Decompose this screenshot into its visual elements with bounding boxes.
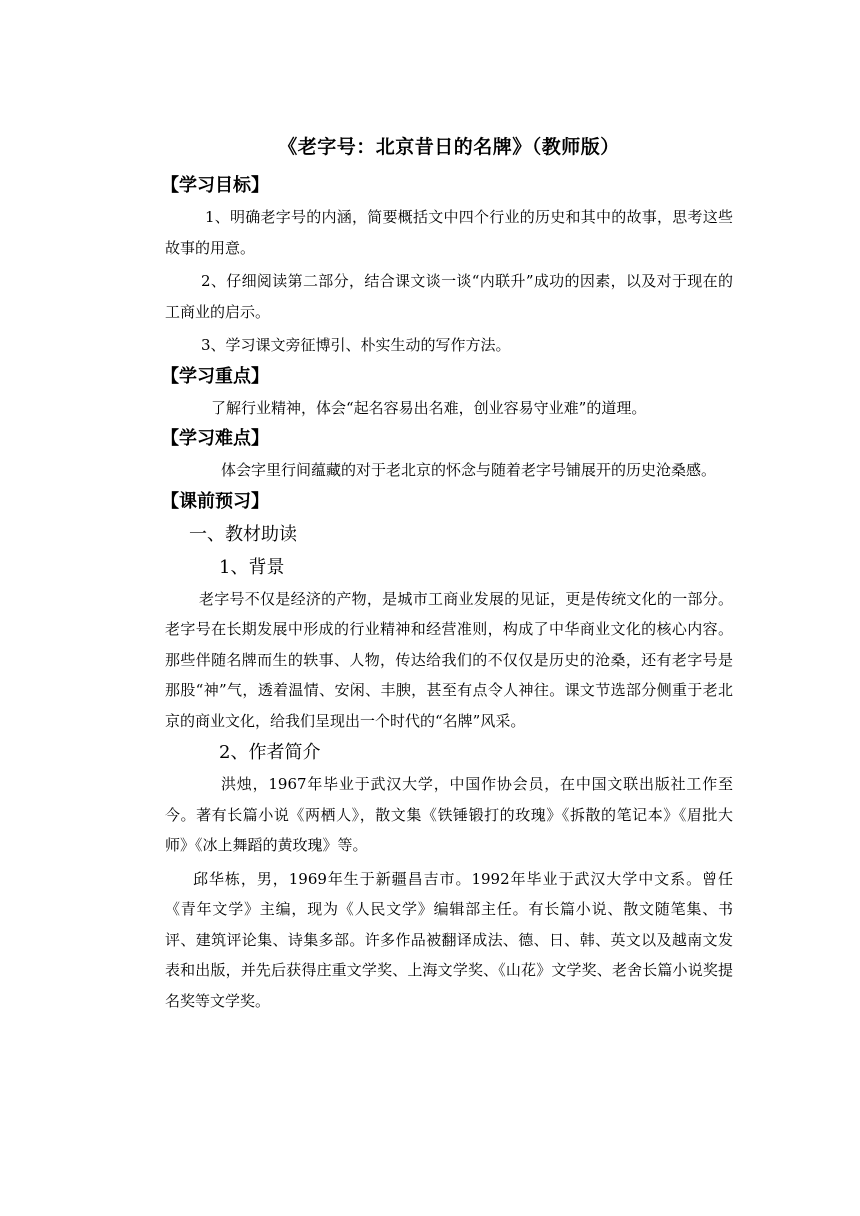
author-hongzhu-text: 洪烛，1967年毕业于武汉大学，中国作协会员，在中国文联出版社工作至今。著有长篇小说《两栖人》，散文集《铁锤锻打的玫瑰》《拆散的笔记本》《眉批大师》《冰上舞蹈的黄玫瑰》等。 [165,775,733,854]
author-intro-heading: 2、作者简介 [219,742,321,763]
objective-item-1: 1、明确老字号的内涵，简要概括文中四个行业的历史和其中的故事，思考这些故事的用意。 [165,208,733,257]
preview-section [161,486,733,1017]
objective-item-3: 3、学习课文旁征博引、朴实生动的写作方法。 [201,336,511,354]
background-heading: 1、背景 [219,556,285,578]
background-text: 老字号不仅是经济的产物，是城市工商业发展的见证，更是传统文化的一部分。老字号在长期发展中形成的行业精神和经营准则，构成了中华商业文化的核心内容。那些伴随名牌而生的轶事、人物，传达给我们的不仅仅是历史的沧桑，还有老字号是那股“神”气，透着温情、安闲、丰腴，甚至有点令人神往。课文节选部分侧重于老北京的商业文化，给我们呈现出一个时代的“名牌”风采。 [165,589,733,730]
document-page [161,130,733,1016]
difficulties-heading: 【学习难点】 [161,428,269,449]
key-points-heading: 【学习重点】 [161,365,269,387]
objectives-heading: 【学习目标】 [161,175,269,196]
author-qiuhuadong-text: 邱华栋，男，1969年生于新疆昌吉市。1992年毕业于武汉大学中文系。曾任《青年文学》主编，现为《人民文学》编辑部主任。有长篇小说、散文随笔集、书评、建筑评论集、诗集多部。许多作品被翻译成法、德、日、韩、英文以及越南文发表和出版，并先后获得庄重文学奖、上海文学奖、《山花》文学奖、老舍长篇小说奖提名奖等文学奖。 [165,869,733,1010]
objective-item-2: 2、仔细阅读第二部分，结合课文谈一谈“内联升”成功的因素，以及对于现在的工商业的启示。 [165,272,733,321]
preview-heading: 【课前预习】 [161,490,269,512]
difficulties-text: 体会字里行间蕴藏的对于老北京的怀念与随着老字号铺展开的历史沧桑感。 [221,461,717,479]
document-title: 《老字号：北京昔日的名牌》（教师版） [278,136,620,158]
key-points-text: 了解行业精神，体会“起名容易出名难，创业容易守业难”的道理。 [211,398,647,417]
key-points-section [161,361,733,424]
textbook-guide-heading: 一、教材助读 [189,523,297,545]
objectives-section [161,170,733,361]
difficulties-section [161,423,733,486]
